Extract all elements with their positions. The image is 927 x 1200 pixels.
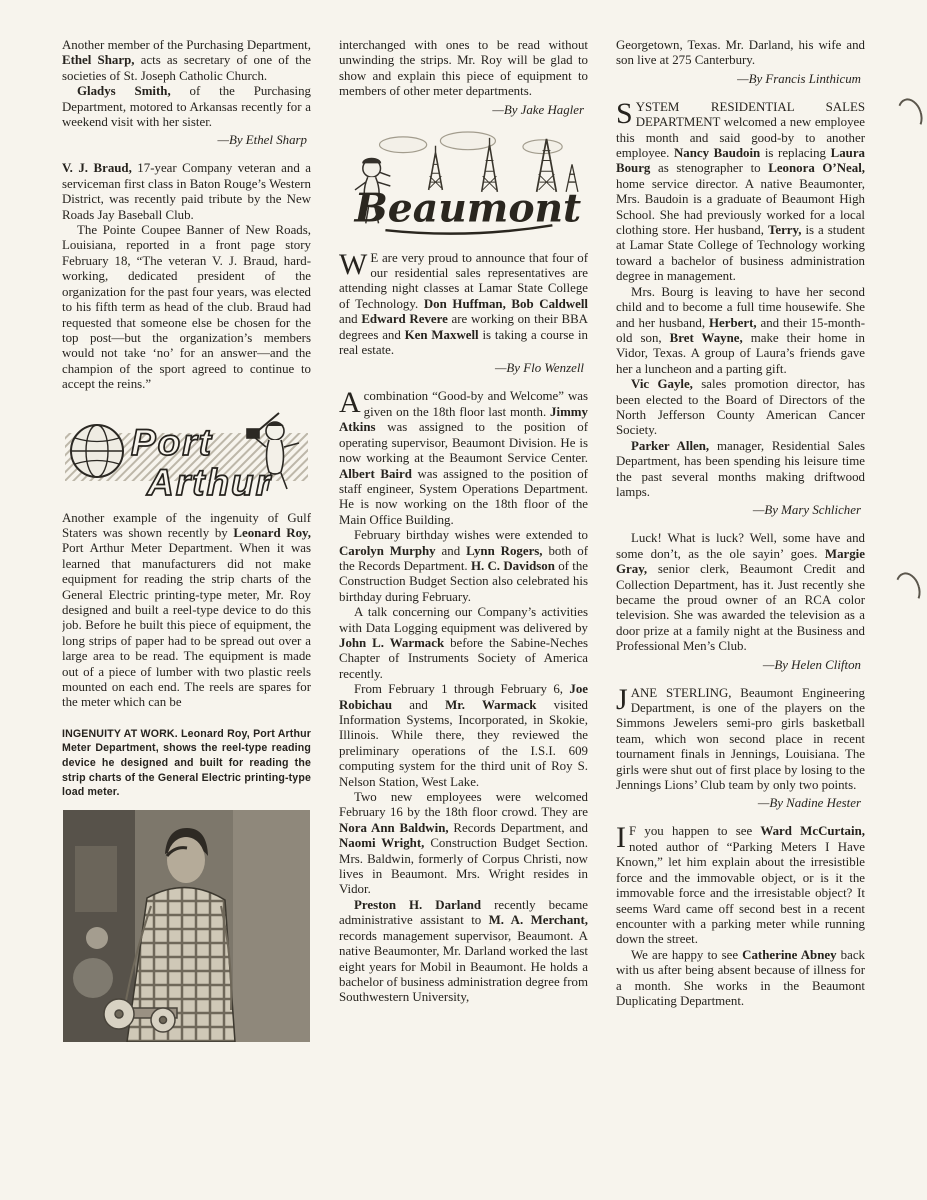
drop-cap: W <box>339 247 368 281</box>
person-name: Albert Baird <box>339 466 412 481</box>
beaumont-title: Beaumont <box>354 184 582 231</box>
person-name: Edward Revere <box>361 312 448 327</box>
beaumont-masthead <box>339 131 588 241</box>
paragraph: interchanged with ones to be read without unwinding the strips. Mr. Roy will be glad to show and explain this piece of equipment to members of other meter departments. <box>339 38 588 99</box>
person-name: Naomi Wright, <box>339 836 425 851</box>
photo-caption: INGENUITY AT WORK. Leonard Roy, Port Arthur Meter Department, shows the reel-type reading device he designed and built for reading the strip charts of the General Electric printing-type load meter. <box>62 727 311 799</box>
person-name: Mr. Warmack <box>445 697 537 712</box>
byline: —By Mary Schlicher <box>752 503 861 518</box>
person-name: H. C. Davidson <box>470 558 555 573</box>
person-name: Terry, <box>767 223 802 238</box>
drop-cap: A <box>339 386 361 420</box>
person-name: Don Huffman, Bob Caldwell <box>423 296 588 311</box>
page-curl-mark-middle <box>891 569 924 609</box>
photo-leonard-roy <box>62 810 311 1042</box>
person-name: Catherine Abney <box>742 947 837 962</box>
drop-cap: I <box>616 821 626 855</box>
paragraph: SYSTEM RESIDENTIAL SALES DEPARTMENT welcomed a new employee this month and said good-by to another employee. Nancy Baudoin is replacing Laura Bourg as stenographer to Leonora O’Neal, home service director. A native Beaumonter, Mrs. Baudoin is a graduate of Beaumont High School. She had previously worked for a local clothing store. Her husband, Terry, is a student at Lamar State College of Technology working toward a bachelor of business administration degree in management. <box>616 96 865 284</box>
paragraph: A talk concerning our Company’s activities with Data Logging equipment was delivered by John L. Warmack before the Sabine-Neches Chapter of Instruments Society of America recently. <box>339 605 588 681</box>
byline: —By Jake Hagler <box>492 102 584 117</box>
person-name: Bret Wayne, <box>669 330 743 345</box>
page-curl-mark-top <box>893 95 926 135</box>
paragraph: Luck! What is luck? Well, some have and some don’t, as the ole sayin’ goes. Margie Gray, senior clerk, Beaumont Credit and Collection Department, has it. Just recently she became the proud owner of an RCA color television. She was awarded the television as a door prize at a family night at the Business and Professional Men’s Club. <box>616 531 865 654</box>
person-name: Ken Maxwell <box>404 327 479 342</box>
person-name: Parker Allen, <box>631 438 710 453</box>
paragraph: Two new employees were welcomed February 16 by the 18th floor crowd. They are Nora Ann Baldwin, Records Department, and Naomi Wright, Construction Budget Section. Mrs. Baldwin, formerly of Corpus Christi, now lives in Beaumont. Mrs. Wright resides in Vidor. <box>339 790 588 897</box>
person-name: Margie Gray, <box>616 546 865 577</box>
person-name: Laura Bourg <box>616 146 865 176</box>
port-arthur-title-line2: Arthur <box>147 461 273 501</box>
drop-cap: J <box>616 682 628 716</box>
paragraph: Another member of the Purchasing Department, Ethel Sharp, acts as secretary of one of the societies of St. Joseph Catholic Church. <box>62 38 311 83</box>
person-name: Herbert, <box>709 315 757 330</box>
person-name: Jimmy Atkins <box>339 404 588 435</box>
person-name: Leonard Roy, <box>233 525 311 540</box>
paragraph: Georgetown, Texas. Mr. Darland, his wife and son live at 275 Canterbury. <box>616 38 865 68</box>
paragraph: V. J. Braud, 17-year Company veteran and a serviceman first class in Baton Rouge’s Western District, was recently paid tribute by the New Roads Jay Baseball Club. <box>62 161 311 222</box>
paragraph: Preston H. Darland recently became administrative assistant to M. A. Merchant, records management supervisor, Beaumont. A native Beaumonter, Mr. Darland worked the last eight years for Mobil in Beaumont. He holds a bachelor of business administration degree from Southwestern University, <box>339 897 588 1005</box>
column-1 <box>62 38 311 1188</box>
paragraph: Mrs. Bourg is leaving to have her second child and to become a full time housewife. She and her husband, Herbert, and their 15-month-old son, Bret Wayne, make their home in Vidor, Texas. A group of Laura’s friends gave her a luncheon and a parting gift. <box>616 284 865 376</box>
paragraph: JANE STERLING, Beaumont Engineering Department, is one of the players on the Simmons Jewelers semi-pro girls basketball team, which won second place in recent tournament finals in Jennings, Louisiana. The girls were shut out of first place by losing to the Jennings Lions’ Club team by only two points. <box>616 682 865 793</box>
beaumont-logo-art <box>339 131 588 241</box>
byline: —By Ethel Sharp <box>217 133 307 148</box>
person-name: John L. Warmack <box>339 635 445 650</box>
column-2 <box>339 38 588 1188</box>
port-arthur-logo-art <box>62 405 311 501</box>
person-name: Carolyn Murphy <box>339 543 436 558</box>
byline: —By Francis Linthicum <box>737 71 861 86</box>
clouds-icon <box>380 132 563 154</box>
paragraph: The Pointe Coupee Banner of New Roads, Louisiana, reported in a front page story February 18, “The veteran V. J. Braud, hard-working, dedicated president of the organization for the past four years, was elected to his fifth term as head of the club. Braud had requested that someone else be chosen for the top post—but the organization’s members would not take ‘no’ for an answer—and the champion of the sport agreed to continue to accept the reins.” <box>62 223 311 392</box>
person-name: V. J. Braud, <box>62 161 132 176</box>
paragraph: W E are very proud to announce that four of our residential sales representatives are attending night classes at Lamar State College of Technology. Don Huffman, Bob Caldwell and Edward Revere are working on their BBA degrees and Ken Maxwell is taking a course in real estate. <box>339 247 588 358</box>
person-name: Vic Gayle, <box>631 377 693 392</box>
photo-art <box>62 810 311 1042</box>
byline: —By Helen Clifton <box>762 657 861 672</box>
person-name: Leonora O’Neal, <box>768 161 865 176</box>
paragraph: Parker Allen, manager, Residential Sales Department, has been spending his leisure time the past several months making driftwood lamps. <box>616 438 865 499</box>
person-name: Joe Robichau <box>339 682 588 712</box>
person-name: Ward McCurtain, <box>760 824 865 839</box>
paragraph: Gladys Smith, of the Purchasing Department, motored to Arkansas recently for a weekend visit with her sister. <box>62 84 311 130</box>
column-3 <box>616 38 865 1188</box>
paragraph: A combination “Good-by and Welcome” was given on the 18th floor last month. Jimmy Atkins was assigned to the position of operating supervisor, Beaumont Division. He is now working at the Beaumont Service Center. Albert Baird was assigned to the position of staff engineer, System Operations Department. He is now working on the 18th floor of the Main Office Building. <box>339 386 588 527</box>
paragraph: We are happy to see Catherine Abney back with us after being absent because of illness for a month. She works in the Beaumont Duplicating Department. <box>616 947 865 1008</box>
paragraph: February birthday wishes were extended to Carolyn Murphy and Lynn Rogers, both of the Records Department. H. C. Davidson of the Construction Budget Section also celebrated his birthday during February. <box>339 528 588 604</box>
person-name: M. A. Merchant, <box>488 913 588 928</box>
person-name: Gladys Smith, <box>77 84 171 99</box>
person-name: Nancy Baudoin <box>673 146 761 161</box>
port-arthur-masthead <box>62 405 311 501</box>
drop-cap: S <box>616 96 633 130</box>
globe-icon <box>71 425 123 477</box>
port-arthur-title-line1: Port <box>131 421 213 463</box>
byline: —By Nadine Hester <box>757 796 861 811</box>
paragraph: I F you happen to see Ward McCurtain, noted author of “Parking Meters I Have Known,” let him explain about the irresistible force and the immovable object, or is it the immovable force and the irresistable object? It seems Ward came off second best in a recent encounter with a parking meter while running down the street. <box>616 821 865 947</box>
paragraph: Vic Gayle, sales promotion director, has been elected to the Board of Directors of the North Jefferson County American Cancer Society. <box>616 377 865 438</box>
paragraph: From February 1 through February 6, Joe Robichau and Mr. Warmack visited Information Systems, Incorporated, in Skokie, Illinois. While there, they reviewed the preliminary operations of the I.S.I. 609 computing system for the third unit of Roy S. Nelson Station, West Lake. <box>339 682 588 789</box>
byline: —By Flo Wenzell <box>494 361 584 376</box>
person-name: Lynn Rogers, <box>466 543 543 558</box>
paragraph: Another example of the ingenuity of Gulf Staters was shown recently by Leonard Roy, Port Arthur Meter Department. When it was learned that manufacturers did not make equipment for reading the strip charts of the General Electric printing-type meter, Mr. Roy designed and built a reel-type device to do this job. Before he built this piece of equipment, the long strips of paper had to be spread out over a large area to be read. The equipment is made out of a piece of lumber with two plastic reels mounted on each end. The reels are spares for the meter which can be <box>62 510 311 710</box>
columns-container <box>62 38 865 1188</box>
person-name: Nora Ann Baldwin, <box>339 820 449 835</box>
person-name: Ethel Sharp, <box>62 53 135 68</box>
person-name: Preston H. Darland <box>354 897 482 912</box>
